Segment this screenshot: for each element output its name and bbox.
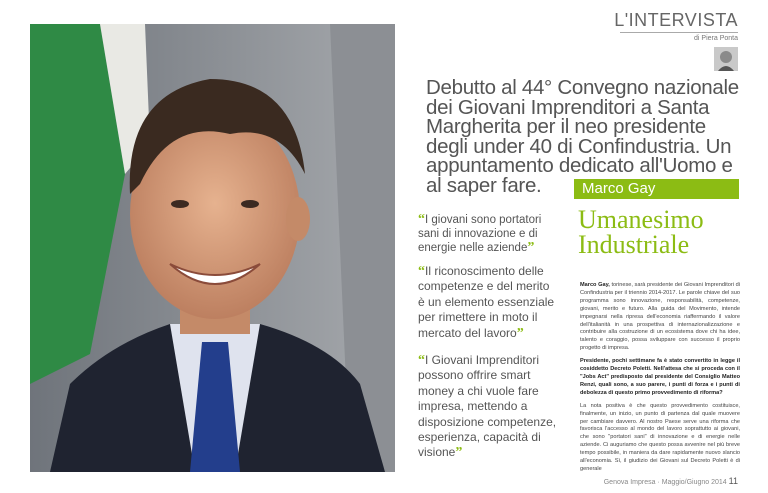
section-title: L'INTERVISTA <box>614 10 738 30</box>
section-header <box>614 10 738 42</box>
open-quote-mark: “ <box>418 212 425 227</box>
interview-answer: La nota positiva è che questo provvedimento costituisce, finalmente, un inizio, un punto di partenza dal quale muovere per cambiare davvero. Al nostro Paese serve una riforma che favorisca l'accesso al mondo del lavoro soprattutto ai giovani, che sono "portatori sani" di innovazione e di energie nelle aziende. Ci auguriamo che questo possa avvenire nel più breve tempo possibile, in maniera da dare rapidamente nuovo slancio all'economia. Sì, il giudizio dei Giovani sul Decreto Poletti è di generale <box>580 402 740 472</box>
open-quote-mark: “ <box>418 353 425 368</box>
article-paragraph <box>580 282 740 353</box>
open-quote-mark: “ <box>418 264 425 279</box>
article-headline <box>578 207 748 257</box>
author-byline: di Piera Ponta <box>694 35 738 42</box>
interviewee-name-bar: Marco Gay <box>574 179 739 199</box>
pull-quote-1 <box>418 213 558 255</box>
page-footer <box>604 476 738 486</box>
section-divider <box>620 32 738 33</box>
intro-standfirst: Debutto al 44° Convegno nazionale dei Giovani Imprenditori a Santa Margherita per il neo presidente degli under 40 di Confindustria. Un appuntamento dedicato all'Uomo e al saper fare. <box>426 76 739 197</box>
question-text: Presidente, pochi settimane fa è stato convertito in legge il cosiddetto Decreto Poletti. Nell'attesa che si proceda con il "Jobs Act" predisposto dal presidente del Consiglio Matteo Renzi, quali sono, a suo parere, i punti di forza e i punti di debolezza di questo primo provvedimento di riforma? <box>580 358 740 396</box>
author-photo <box>714 47 738 71</box>
headline-line-2: Industriale <box>578 230 690 259</box>
headline-line-1: Umanesimo <box>578 205 704 234</box>
close-quote-mark: ” <box>527 240 535 255</box>
portrait-photo <box>30 24 395 472</box>
pull-quote-text: I Giovani Imprenditori possono offrire smart money a chi vuole fare impresa, mettendo a disposizione competenze, esperienza, capacità di visione <box>418 353 557 460</box>
article-lead-name: Marco Gay, <box>580 282 610 288</box>
close-quote-mark: ” <box>516 325 524 341</box>
page-number: 11 <box>728 476 738 486</box>
article-body <box>580 282 740 479</box>
interview-question <box>580 358 740 398</box>
pull-quote-text: Il riconoscimento delle competenze e del merito è un elemento essenziale per rimettere in moto il mercato del lavoro <box>418 264 555 340</box>
article-paragraph-text: torinese, sarà presidente dei Giovani Imprenditori di Confindustria per il triennio 2014-2017. Le parole chiave del suo programma sono innovazione, responsabilità, competenze, giovani, merito e futuro. Alla guida del Movimento, intende impegnarsi nella ripresa dell'economia riaffermando il valore dell'italianità in una prospettiva di internazionalizzazione e contribuire alla costruzione di un ecosistema dove chi ha idee, talento e coraggio, possa sviluppare con successo il proprio progetto di impresa. <box>580 282 741 352</box>
pull-quote-3 <box>418 353 558 461</box>
footer-publication: Genova Impresa · Maggio/Giugno 2014 <box>603 479 727 486</box>
pull-quote-2 <box>418 264 558 341</box>
pull-quote-text: I giovani sono portatori sani di innovazione e di energie nelle aziende <box>418 214 542 254</box>
close-quote-mark: ” <box>455 445 463 461</box>
